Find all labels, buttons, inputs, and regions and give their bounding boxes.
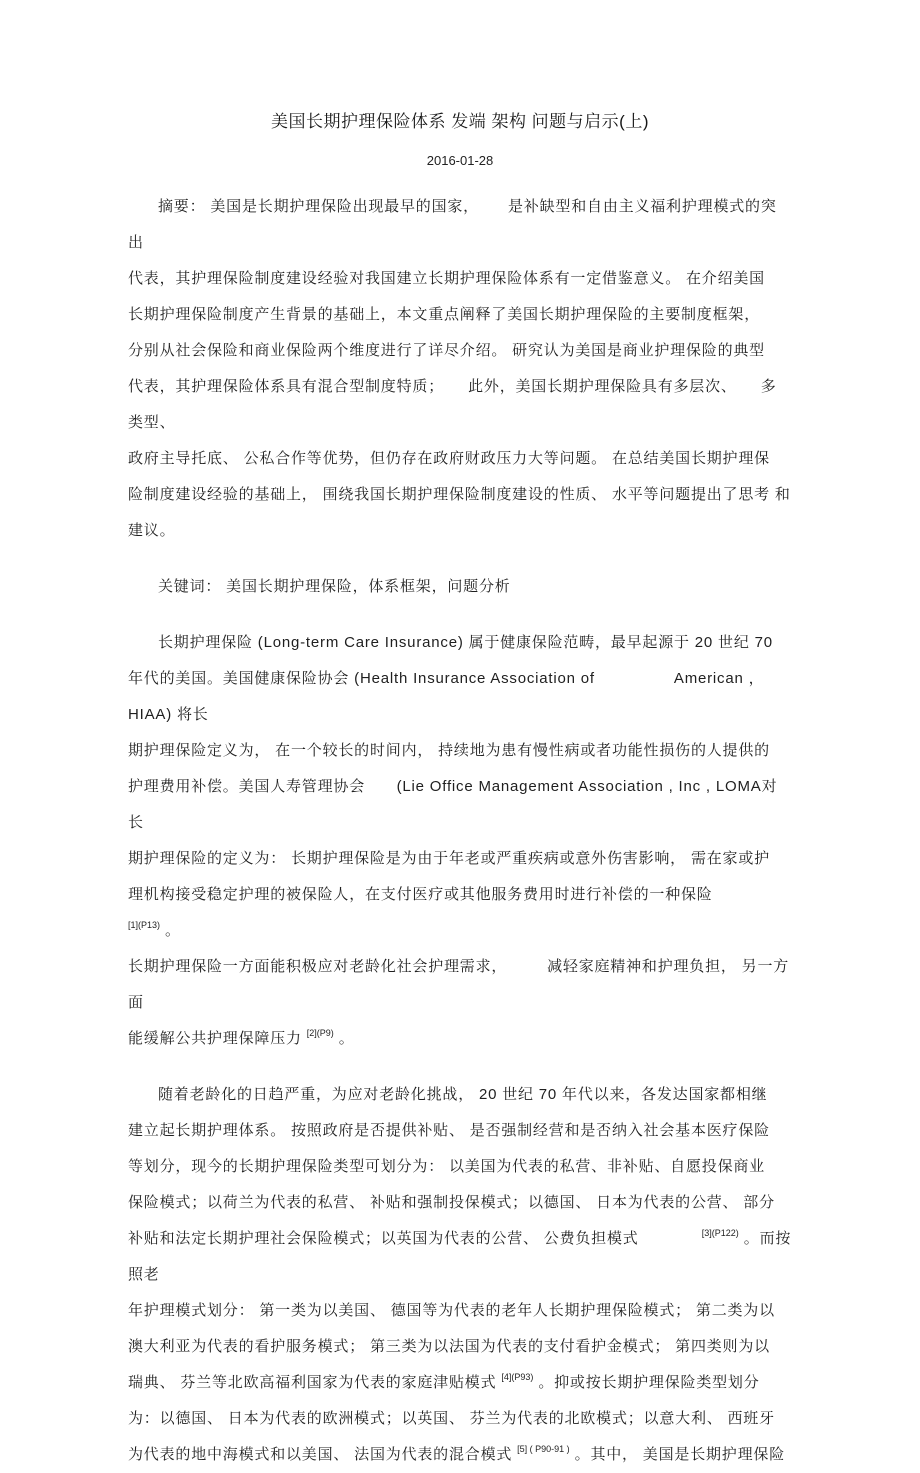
text-line: 建立起长期护理体系。 按照政府是否提供补贴、 是否强制经营和是否纳入社会基本医疗保险 [128,1122,770,1139]
text-line: 护理费用补偿。美国人寿管理协会 (Lie Office Management Association , Inc , LOMA对长 [128,778,778,831]
text-line: 关键词： 美国长期护理保险，体系框架，问题分析 [158,578,511,595]
text-line: 等划分，现今的长期护理保险类型可划分为： 以美国为代表的私营、非补贴、自愿投保商业 [128,1158,765,1175]
text-line: 澳大利亚为代表的看护服务模式； 第三类为以法国为代表的支付看护金模式； 第四类则为以 [128,1338,770,1355]
text-line: 政府主导托底、 公私合作等优势，但仍存在政府财政压力大等问题。 在总结美国长期护理保 [128,450,770,467]
document-body [128,189,792,1473]
document-title: 美国长期护理保险体系 发端 架构 问题与启示(上) [271,112,649,131]
text-line: 期护理保险的定义为： 长期护理保险是为由于年老或严重疾病或意外伤害影响， 需在家或护 [128,850,770,867]
text-line: 代表，其护理保险制度建设经验对我国建立长期护理保险体系有一定借鉴意义。 在介绍美国 [128,270,765,287]
models-paragraph [128,1077,792,1473]
text-line: 为：以德国、 日本为代表的欧洲模式；以英国、 芬兰为代表的北欧模式；以意大利、 西班牙 [128,1410,775,1427]
text-line: 为代表的地中海模式和以美国、 法国为代表的混合模式 $^{[5] ( P90-91 )}$ 。其中， 美国是长期护理保险 [128,1444,786,1463]
text-line: 险制度建设经验的基础上， 围绕我国长期护理保险制度建设的性质、 水平等问题提出了思考 和建议。 [128,486,791,539]
text-line: 能缓解公共护理保障压力 $^{[2](P9)}$ 。 [128,1028,355,1047]
text-line: 保险模式；以荷兰为代表的私营、 补贴和强制投保模式；以德国、 日本为代表的公营、 部分 [128,1194,775,1211]
definition-paragraph [128,625,792,1057]
text-line: 年护理模式划分： 第一类为以美国、 德国等为代表的老年人长期护理保险模式； 第二类为以 [128,1302,775,1319]
text-line: 长期护理保险制度产生背景的基础上，本文重点阐释了美国长期护理保险的主要制度框架， [128,306,761,323]
text-line: 年代的美国。美国健康保险协会 (Health Insurance Association of American ， HIAA) 将长 [128,670,770,723]
document-date: 2016-01-28 [426,153,494,168]
citation-superscript: [4](P93) [501,1372,534,1382]
citation-superscript: [3](P122) [701,1228,739,1238]
keywords-paragraph [128,569,792,605]
text-line: 长期护理保险 (Long-term Care Insurance) 属于健康保险范畴，最早起源于 20 世纪 70 [158,634,773,651]
text-line: 补贴和法定长期护理社会保险模式；以英国为代表的公营、 公费负担模式 $^{[3](P122)}$ 。而按照老 [128,1228,792,1283]
text-line: 摘要： 美国是长期护理保险出现最早的国家， 是补缺型和自由主义福利护理模式的突出 [128,198,777,251]
text-line: 随着老龄化的日趋严重，为应对老龄化挑战， 20 世纪 70 年代以来，各发达国家都相继 [158,1086,768,1103]
citation-superscript: [2](P9) [306,1028,334,1038]
citation-superscript: [5] ( P90-91 ) [517,1444,570,1454]
abstract-paragraph [128,189,792,549]
text-line: 长期护理保险一方面能积极应对老龄化社会护理需求， 减轻家庭精神和护理负担， 另一方面 [128,958,790,1011]
text-line: 瑞典、 芬兰等北欧高福利国家为代表的家庭津贴模式 $^{[4](P93)}$ 。抑或按长期护理保险类型划分 [128,1372,760,1391]
text-line: 代表，其护理保险体系具有混合型制度特质； 此外，美国长期护理保险具有多层次、 多类型、 [128,378,777,431]
citation-superscript: [1](P13) [128,920,161,930]
text-line: 理机构接受稳定护理的被保险人，在支付医疗或其他服务费用时进行补偿的一种保险 $^{[1](P13)}$ 。 [128,886,792,939]
text-line: 期护理保险定义为， 在一个较长的时间内， 持续地为患有慢性病或者功能性损伤的人提供的 [128,742,770,759]
text-line: 分别从社会保险和商业保险两个维度进行了详尽介绍。 研究认为美国是商业护理保险的典型 [128,342,765,359]
